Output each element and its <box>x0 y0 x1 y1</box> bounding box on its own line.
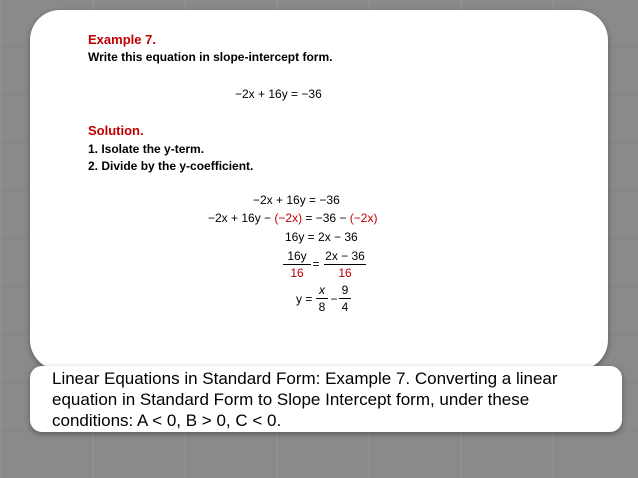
example-equation: −2x + 16y = −36 <box>235 87 322 101</box>
line4-fraction-bar-right <box>324 264 366 265</box>
line4-denominator-right: 16 <box>338 266 352 280</box>
line4-numerator-right: 2x − 36 <box>325 249 365 263</box>
solution-line-1: −2x + 16y = −36 <box>253 193 340 207</box>
example-instruction: Write this equation in slope-intercept form. <box>88 50 333 64</box>
solution-line-3: 16y = 2x − 36 <box>285 230 358 244</box>
example-title: Example 7. <box>88 32 156 47</box>
line2-part-a: −2x + 16y − <box>208 211 275 225</box>
line2-part-b: (−2x) <box>274 211 303 225</box>
line4-fraction-bar-left <box>283 264 311 265</box>
slide-card <box>30 10 608 370</box>
line2-part-d: (−2x) <box>349 211 378 225</box>
line5-minus: − <box>330 292 338 306</box>
line4-numerator-left: 16y <box>287 249 307 263</box>
solution-title: Solution. <box>88 123 144 138</box>
step-2: 2. Divide by the y-coefficient. <box>88 159 254 173</box>
line4-denominator-left: 16 <box>290 266 304 280</box>
step-1: 1. Isolate the y-term. <box>88 142 205 156</box>
line4-equals: = <box>312 257 320 271</box>
line2-part-c: = −36 − <box>302 211 350 225</box>
line5-numerator-1: x <box>319 283 325 297</box>
line5-fraction-bar-2 <box>339 298 351 299</box>
caption-box: Linear Equations in Standard Form: Example 7. Converting a linear equation in Standard Form to Slope Intercept form, under these conditions: A < 0, B > 0, C < 0. <box>30 366 622 432</box>
line5-y-equals: y = <box>296 292 313 306</box>
line5-fraction-bar-1 <box>316 298 328 299</box>
solution-line-2 <box>208 211 377 225</box>
line5-denominator-2: 4 <box>341 300 349 314</box>
line5-numerator-2: 9 <box>341 283 349 297</box>
line5-denominator-1: 8 <box>318 300 326 314</box>
